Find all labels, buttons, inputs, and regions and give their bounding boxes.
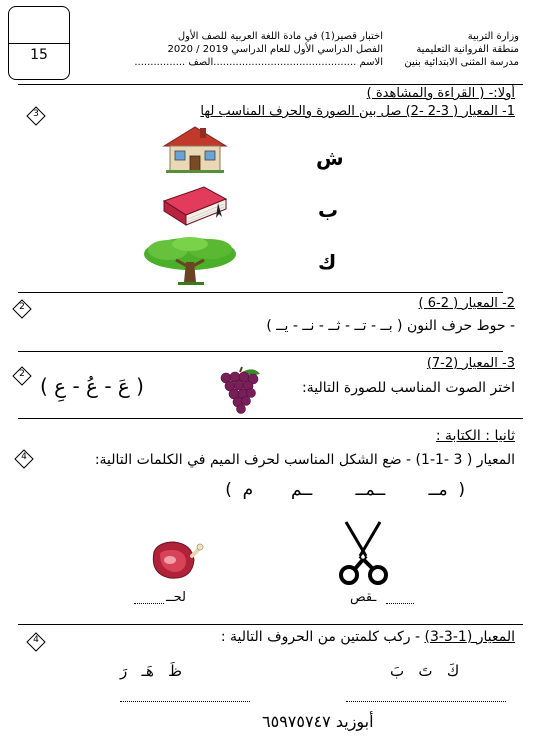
q3-standard: 3- المعيار (2-7) — [426, 356, 515, 371]
letter-sheen: ش — [316, 146, 344, 170]
score-divider — [9, 43, 69, 44]
school-name: مدرسة المثنى الابتدائية بنين — [404, 57, 519, 68]
s2q2-marks: 4 — [33, 635, 39, 645]
ministry-block — [404, 30, 519, 69]
divider-q3 — [18, 418, 523, 419]
s2q2-marks-badge — [26, 632, 46, 652]
grapes-image — [214, 366, 266, 418]
meat-image — [148, 538, 204, 584]
q3-marks: 2 — [19, 369, 25, 379]
q2-marks: 2 — [19, 302, 25, 312]
name-class-line: الاسم .............................................الصف ................ — [134, 57, 383, 68]
q2-instruction: - حوط حرف النون ( بــ - تــ - ثــ - نــ - يــ ) — [266, 318, 515, 334]
answer-line-left[interactable] — [120, 701, 250, 702]
letters-set-right: كَ تَ بَ — [390, 662, 460, 680]
house-image — [160, 124, 230, 174]
score-box — [8, 6, 70, 80]
divider-q2 — [18, 351, 503, 352]
section1-title: أولا:- ( القراءة والمشاهدة ) — [366, 86, 515, 101]
q3-instruction: اختر الصوت المناسب للصورة التالية: — [302, 380, 515, 396]
divider-q1 — [18, 292, 503, 293]
word-meat: لحــ — [166, 590, 186, 605]
blank-scissors[interactable] — [386, 603, 414, 604]
exam-title: اختبار قصير(1) في مادة اللغة العربية للصف الأول — [177, 31, 383, 42]
letters-set-left: ظَ هَـ رَ — [120, 662, 183, 680]
q1-marks-badge — [26, 106, 46, 126]
s2q1-instruction: المعيار ( 3 -1-1) - ضع الشكل المناسب لحرف الميم في الكلمات التالية: — [94, 452, 515, 468]
divider-s2q1 — [18, 624, 523, 625]
s2q2-text: - ركب كلمتين من الحروف التالية : — [220, 629, 425, 645]
q2-marks-badge — [12, 299, 32, 319]
header-divider — [18, 84, 523, 85]
answer-line-right[interactable] — [346, 701, 506, 702]
district-name: منطقة الفروانية التعليمية — [416, 44, 519, 55]
exam-term: الفصل الدراسي الأول للعام الدراسي 2019 / 2020 — [167, 44, 383, 55]
score-value: 15 — [30, 47, 48, 63]
meem-forms: ( مــ ــمــ ــم م ) — [225, 480, 465, 500]
q1-marks: 3 — [33, 109, 39, 119]
s2q1-marks: 4 — [21, 452, 27, 462]
scissors-image — [336, 520, 392, 586]
q3-options: ( عَ - عُ - عِ ) — [40, 374, 144, 398]
ministry-name: وزارة التربية — [467, 31, 519, 42]
q3-marks-badge — [12, 366, 32, 386]
q2-standard: 2- المعيار ( 2-6 ) — [418, 296, 515, 311]
teacher-signature: أبوزيد ٦٥٩٧٥٧٤٧ — [262, 712, 374, 731]
book-image — [160, 183, 230, 231]
letter-baa: ب — [318, 198, 339, 222]
s2q2-instruction — [221, 629, 515, 645]
tree-image — [140, 236, 240, 286]
q1-instruction: 1- المعيار ( 3-2 -2) صل بين الصورة والحرف المناسب لها — [200, 104, 515, 119]
exam-info-block — [134, 30, 383, 69]
section2-title: ثانيا : الكتابة : — [435, 428, 515, 444]
letter-kaf: ك — [318, 250, 337, 274]
s2q2-standard: المعيار (1-3-3) — [424, 629, 515, 645]
blank-meat[interactable] — [134, 603, 164, 604]
word-scissors: ـقص — [350, 590, 377, 605]
s2q1-marks-badge — [14, 449, 34, 469]
